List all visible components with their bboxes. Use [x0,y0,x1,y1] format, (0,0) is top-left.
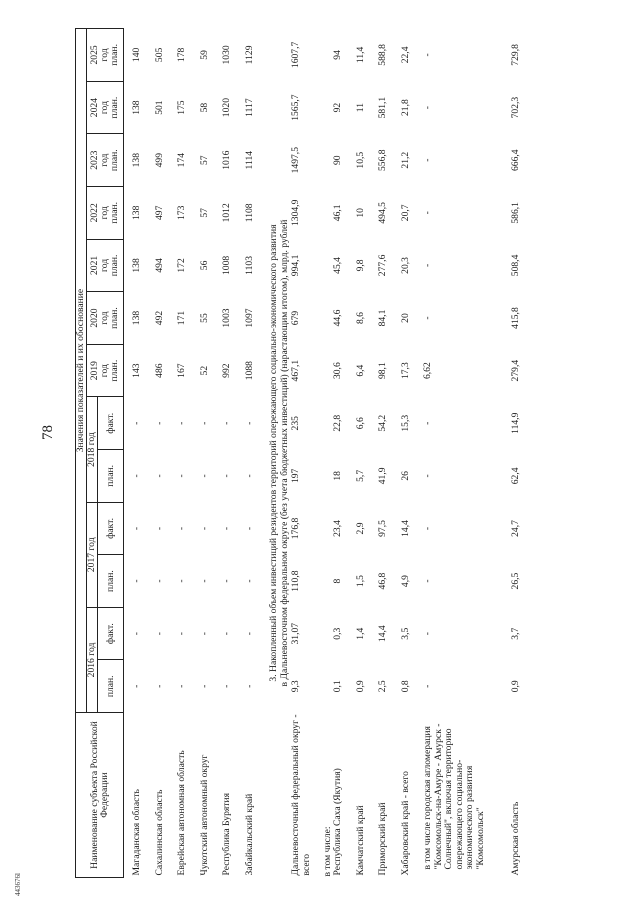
value-cell: 94 [332,50,344,60]
value-cell: 3,5 [399,627,411,640]
year-header: 2018 год [87,397,98,502]
value-cell: 138 [131,205,143,220]
value-cell: 494 [153,258,165,273]
value-cell: - [422,632,434,636]
value-cell: 143 [131,363,143,378]
value-cell: 1,4 [354,627,366,640]
value-cell: - [221,421,233,425]
year-plan-header: 2024 год план. [87,81,124,134]
value-cell: 84,1 [377,309,389,327]
value-cell: - [176,474,188,478]
value-cell: 11,4 [354,46,366,64]
value-cell: - [131,526,143,531]
value-cell: 702,3 [510,96,522,119]
value-cell: 197 [290,468,302,484]
value-cell: 1003 [221,308,233,328]
section-title-line: в Дальневосточном федеральном округе (без учета бюджетных инвестиций) (нарастающим итогом), млрд. рублей [279,219,291,687]
table-row [200,29,223,878]
value-cell: 494,5 [377,202,389,224]
value-cell: 994,1 [290,254,302,277]
value-cell: 497 [153,205,165,220]
value-cell: - [422,263,434,268]
value-cell: 138 [131,100,143,115]
value-cell: 10,5 [354,151,366,169]
value-cell: - [153,421,165,425]
values-group-header: Значения показателей и их обоснование [76,29,87,713]
value-cell: 45,4 [332,257,344,274]
value-cell: 57 [198,208,210,218]
row-name: Амурская область [510,801,522,876]
value-cell: 114,9 [510,412,522,434]
section-title [267,29,291,878]
value-cell: - [198,632,210,636]
row-name: Сахалинская область [153,789,165,876]
value-cell: - [131,632,143,636]
value-cell: - [422,158,434,162]
plan-header: план. [98,555,124,608]
value-cell: 8,6 [354,312,366,325]
value-cell: 1,5 [354,575,366,588]
value-cell: 1129 [243,45,255,65]
row-name: Хабаровский край - всего [399,771,411,876]
row-name: Республика Бурятия [221,792,233,876]
page-number: 78 [40,425,56,440]
value-cell: 55 [198,313,210,323]
value-cell: 22,4 [399,46,411,64]
value-cell: 0,9 [354,680,366,693]
value-cell: 9,3 [290,680,302,693]
value-cell: 415,8 [510,307,522,329]
section-title-row [267,29,291,878]
value-cell: - [176,526,188,531]
year-plan-header: 2020 год план. [87,292,124,345]
value-cell: 138 [131,310,143,326]
value-cell: 277,6 [377,254,389,277]
value-cell: 505 [153,47,165,63]
table-row [401,29,424,878]
value-cell: 57 [198,155,210,165]
value-cell: 1020 [221,98,233,118]
value-cell: - [198,526,210,531]
year-header: 2017 год [87,502,98,607]
table-row [423,29,511,878]
value-cell: 175 [176,100,188,115]
value-cell: 508,4 [510,254,522,277]
value-cell: - [243,632,255,636]
year-header: 2016 год [87,607,98,712]
value-cell: 98,1 [377,362,389,380]
value-cell: - [422,684,434,688]
value-cell: 1304,9 [290,199,302,226]
value-cell: 92 [332,102,344,113]
value-cell: 499 [153,153,165,168]
table-row [155,29,178,878]
value-cell: 167 [176,363,188,378]
value-cell: 1103 [243,256,255,275]
value-cell: 22,8 [332,414,344,432]
value-cell: - [422,579,434,583]
value-cell: 15,3 [399,414,411,432]
table-row [132,29,155,878]
value-cell: 501 [153,100,165,115]
value-cell: - [131,579,143,583]
value-cell: 174 [176,153,188,168]
table-row [245,29,268,878]
value-cell: 26 [399,471,411,481]
value-cell: 18 [332,471,344,481]
value-cell: - [221,579,233,583]
value-cell: 588,8 [377,44,389,66]
value-cell: 44,6 [332,309,344,327]
value-cell: 486 [153,363,165,378]
value-cell: 467,1 [290,359,302,382]
row-name: Приморский край [377,802,389,876]
value-cell: 1008 [221,255,233,276]
value-cell: 46,1 [332,204,344,222]
value-cell: 62,4 [510,467,522,485]
value-cell: - [243,684,255,688]
document-code: 443676l [14,873,22,896]
row-name: Магаданская область [131,789,143,876]
value-cell: - [131,474,143,478]
value-cell: 9,8 [354,259,366,272]
row-name: Республика Саха (Якутия) [332,768,344,876]
value-cell: - [176,632,188,636]
section-title-line: 3. Накопленный объем инвестиций резидентов территорий опережающего социально-экономического развития [268,224,280,682]
value-cell: 5,7 [354,469,366,482]
value-cell: 1565,7 [290,94,302,121]
table-row [291,29,317,878]
table-row [222,29,245,878]
value-cell: 21,8 [399,99,411,116]
table-row [333,29,356,878]
row-name: Камчатский край [354,805,366,876]
value-cell: - [153,684,165,688]
year-plan-header: 2019 год план. [87,344,124,397]
table-row [356,29,379,878]
including-label-row [317,29,333,878]
table-row [177,29,200,878]
row-name: в том числе городская агломерация "Комсомольск-на-Амуре - Амурск - Солнечный", включая территорию опережающего социально-экономического развития "Комсомольск" [422,723,486,870]
value-cell: 20,3 [399,257,411,274]
value-cell: 2,9 [354,522,366,535]
table-row [378,29,401,878]
value-cell: 1607,7 [290,41,302,69]
value-cell: 138 [131,258,143,273]
value-cell: - [422,211,434,215]
value-cell: 2,5 [377,680,389,693]
value-cell: 6,6 [354,417,366,430]
year-plan-header: 2021 год план. [87,239,124,292]
value-cell: - [422,105,434,110]
value-cell: 54,2 [377,414,389,432]
value-cell: 492 [153,310,165,326]
value-cell: 1097 [243,308,255,328]
row-name: Дальневосточный федеральный округ - всего [290,714,312,876]
value-cell: - [422,53,434,57]
value-cell: - [243,474,255,478]
value-cell: - [422,474,434,478]
value-cell: 24,7 [510,520,522,537]
value-cell: 0,1 [332,680,344,693]
plan-header: план. [98,660,124,713]
value-cell: 14,4 [377,625,389,643]
value-cell: - [176,421,188,425]
year-plan-header: 2023 год план. [87,134,124,187]
value-cell: 1117 [243,98,255,117]
value-cell: 729,8 [510,44,522,66]
table-row [511,29,533,878]
value-cell: 176,8 [290,517,302,540]
value-cell: 31,07 [290,622,302,645]
value-cell: 46,8 [377,572,389,590]
value-cell: 97,5 [377,520,389,537]
fact-header: факт. [98,607,124,660]
value-cell: 3,7 [510,627,522,640]
value-cell: 17,3 [399,362,411,380]
value-cell: - [153,632,165,636]
value-cell: - [198,474,210,478]
value-cell: 41,9 [377,467,389,485]
value-cell: - [131,684,143,688]
value-cell: 59 [198,50,210,60]
value-cell: 1012 [221,203,233,223]
value-cell: - [153,579,165,583]
value-cell: 1088 [243,361,255,381]
value-cell: 0,9 [510,680,522,693]
value-cell: 20,7 [399,204,411,222]
value-cell: - [221,632,233,636]
value-cell: 138 [131,153,143,168]
rotated-table-page [75,28,570,878]
value-cell: 23,4 [332,520,344,537]
value-cell: 30,6 [332,362,344,380]
value-cell: - [221,474,233,478]
value-cell: 173 [176,205,188,220]
value-cell: 1030 [221,45,233,65]
year-plan-header: 2022 год план. [87,187,124,240]
value-cell: 0,8 [399,680,411,693]
value-cell: 581,1 [377,96,389,119]
fact-header: факт. [98,502,124,555]
value-cell: 586,1 [510,202,522,224]
value-cell: 1108 [243,203,255,223]
value-cell: 90 [332,155,344,165]
value-cell: - [422,421,434,425]
value-cell: - [153,526,165,531]
value-cell: - [243,579,255,583]
value-cell: 56 [198,260,210,271]
value-cell: 666,4 [510,149,522,171]
plan-header: план. [98,450,124,503]
value-cell: - [221,684,233,688]
value-cell: 140 [131,47,143,63]
value-cell: - [243,421,255,425]
value-cell: 6,4 [354,364,366,377]
value-cell: - [422,526,434,531]
value-cell: 178 [176,47,188,63]
value-cell: - [198,684,210,688]
value-cell: 6,62 [422,362,434,380]
value-cell: - [221,526,233,531]
fact-header: факт. [98,397,124,450]
value-cell: 26,5 [510,572,522,590]
row-name: Чукотский автономный округ [198,754,210,876]
value-cell: 4,9 [399,575,411,588]
value-cell: - [176,684,188,688]
subject-name-header: Наименование субъекта Российской Федерации [76,713,124,878]
indicators-table [75,28,533,878]
value-cell: 52 [198,365,210,376]
value-cell: - [422,316,434,320]
value-cell: 1114 [243,150,255,170]
value-cell: 235 [290,416,302,431]
value-cell: 1016 [221,150,233,170]
value-cell: 172 [176,258,188,273]
value-cell: - [243,526,255,531]
value-cell: - [198,421,210,425]
value-cell: 20 [399,313,411,323]
value-cell: 0,3 [332,627,344,640]
value-cell: - [153,474,165,478]
value-cell: 1497,5 [290,147,302,174]
value-cell: 58 [198,102,210,113]
value-cell: 171 [176,310,188,326]
row-name: Забайкальский край [243,793,255,876]
row-name: Еврейская автономная область [176,750,188,876]
year-plan-header: 2025 год план. [87,29,124,82]
value-cell: - [198,579,210,583]
value-cell: 679 [290,310,302,326]
value-cell: 11 [354,102,366,113]
value-cell: 8 [332,578,344,584]
value-cell: 10 [354,208,366,218]
value-cell: 992 [221,363,233,378]
value-cell: 279,4 [510,359,522,382]
value-cell: 21,2 [399,151,411,169]
value-cell: 556,8 [377,149,389,171]
value-cell: - [131,421,143,425]
including-label: в том числе: [321,826,333,877]
value-cell: 110,8 [290,570,302,592]
value-cell: 14,4 [399,520,411,537]
value-cell: - [176,579,188,583]
